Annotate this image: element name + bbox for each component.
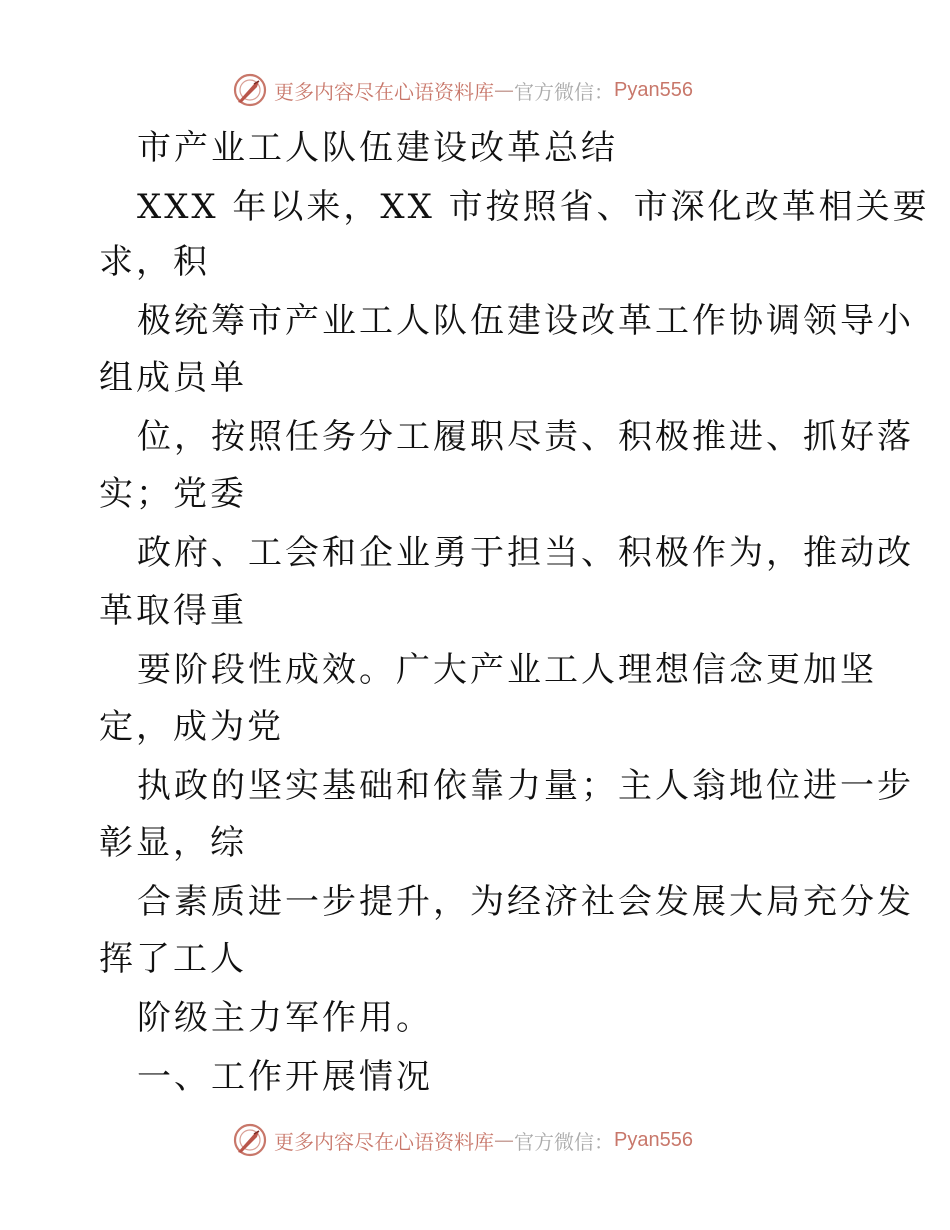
body-line: 位，按照任务分工履职尽责、积极推进、抓好落 — [137, 417, 914, 457]
body-line: 挥了工人 — [99, 939, 247, 979]
body-line: 政府、工会和企业勇于担当、积极作为，推动改 — [137, 533, 914, 573]
body-line: 极统筹市产业工人队伍建设改革工作协调领导小 — [137, 301, 914, 341]
quill-pen-logo-icon — [232, 1122, 268, 1158]
body-line: 求，积 — [99, 242, 210, 282]
wechat-label: 官方微信： — [514, 1129, 614, 1154]
promo-separator: — — [494, 1128, 514, 1152]
watermark-banner-top — [232, 70, 693, 110]
wechat-id: Pyan556 — [614, 78, 693, 101]
promo-text: 更多内容尽在心语资料库 — [274, 79, 494, 104]
promo-separator: — — [494, 78, 514, 102]
body-line: 阶级主力军作用。 — [137, 998, 433, 1038]
body-line: 革取得重 — [99, 591, 247, 631]
body-line: 组成员单 — [99, 358, 247, 398]
watermark-banner-bottom — [232, 1120, 693, 1160]
quill-pen-logo-icon — [232, 72, 268, 108]
body-line: 执政的坚实基础和依靠力量；主人翁地位进一步 — [137, 766, 914, 806]
wechat-label: 官方微信： — [514, 79, 614, 104]
body-line: 实；党委 — [99, 474, 247, 514]
wechat-id: Pyan556 — [614, 1128, 693, 1151]
body-line: 定，成为党 — [99, 707, 284, 747]
body-line: XXX 年以来，XX 市按照省、市深化改革相关要 — [137, 187, 930, 227]
promo-text: 更多内容尽在心语资料库 — [274, 1129, 494, 1154]
section-heading: 一、工作开展情况 — [137, 1057, 433, 1097]
body-line: 合素质进一步提升，为经济社会发展大局充分发 — [137, 882, 914, 922]
body-line: 要阶段性成效。广大产业工人理想信念更加坚 — [137, 650, 877, 690]
body-line: 彰显，综 — [99, 823, 247, 863]
document-title: 市产业工人队伍建设改革总结 — [137, 128, 618, 168]
